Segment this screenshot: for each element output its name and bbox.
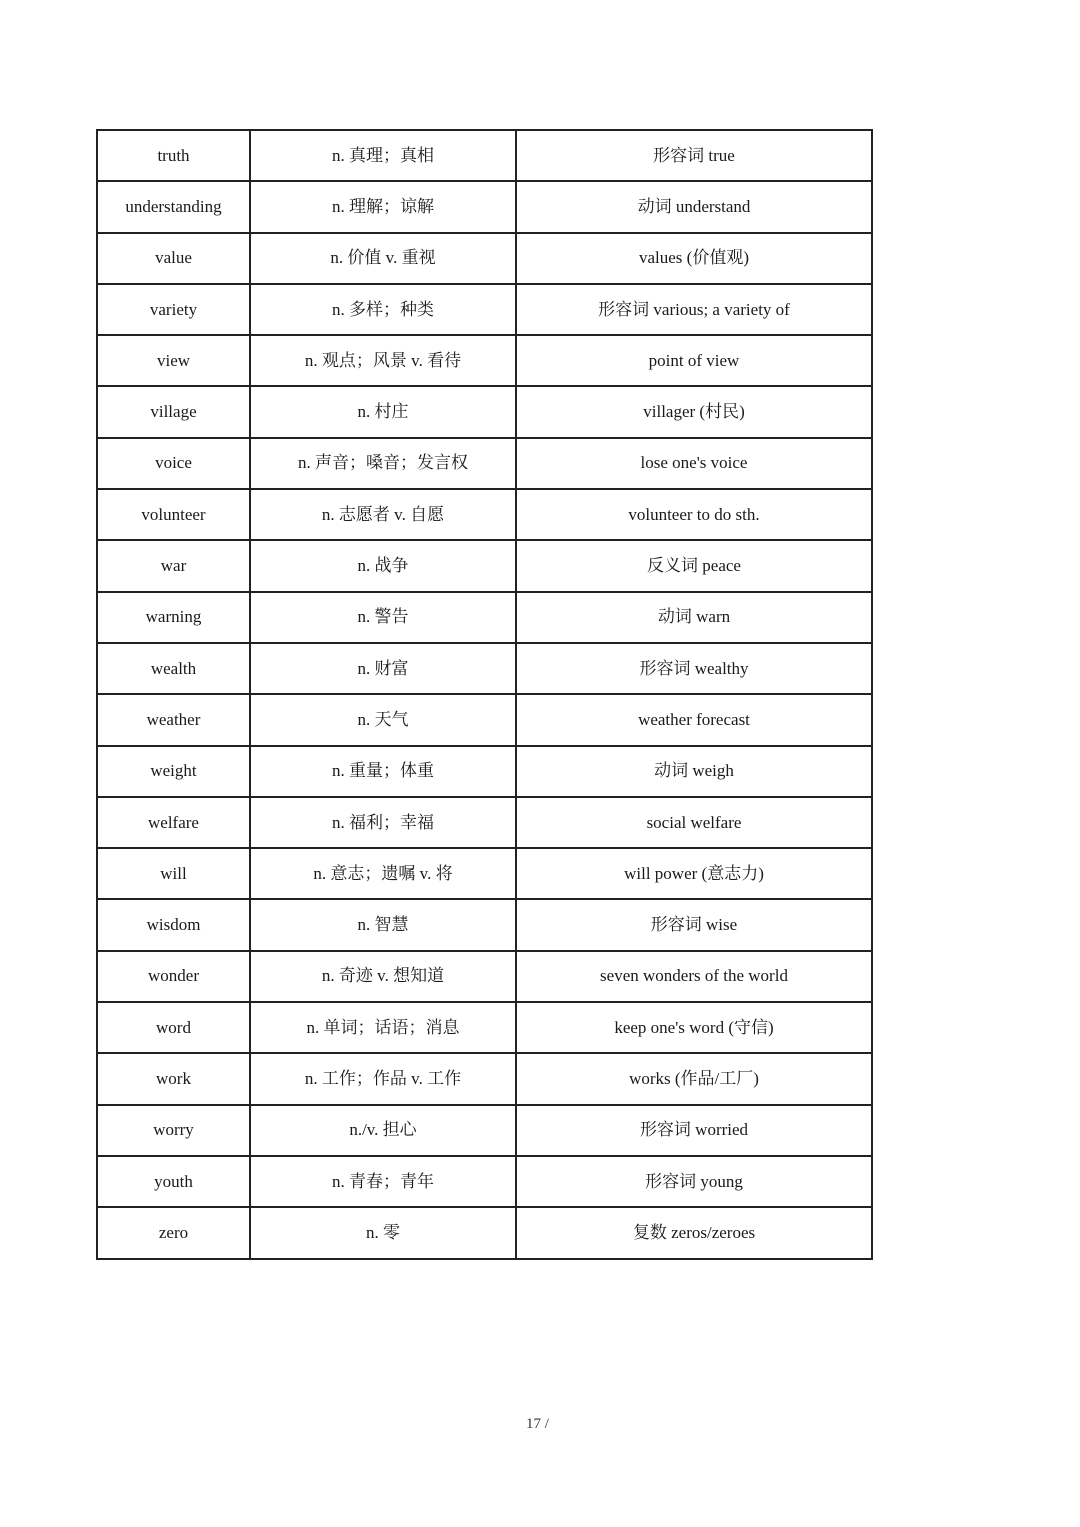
table-row (97, 284, 872, 335)
meaning-cell: n. 天气 (250, 694, 516, 745)
word-cell: wisdom (97, 899, 250, 950)
word-cell: will (97, 848, 250, 899)
word-cell: value (97, 233, 250, 284)
meaning-cell: n. 村庄 (250, 386, 516, 437)
note-cell: lose one's voice (516, 438, 872, 489)
meaning-cell: n. 警告 (250, 592, 516, 643)
meaning-cell: n. 重量；体重 (250, 746, 516, 797)
table-row (97, 899, 872, 950)
meaning-cell: n. 声音；嗓音；发言权 (250, 438, 516, 489)
word-cell: volunteer (97, 489, 250, 540)
meaning-cell: n. 多样；种类 (250, 284, 516, 335)
meaning-cell: n. 理解；谅解 (250, 181, 516, 232)
meaning-cell: n. 福利；幸福 (250, 797, 516, 848)
meaning-cell: n. 战争 (250, 540, 516, 591)
note-cell: 动词 understand (516, 181, 872, 232)
meaning-cell: n. 价值 v. 重视 (250, 233, 516, 284)
meaning-cell: n. 零 (250, 1207, 516, 1258)
table-row (97, 1053, 872, 1104)
table-row (97, 130, 872, 181)
word-cell: warning (97, 592, 250, 643)
word-cell: weather (97, 694, 250, 745)
note-cell: seven wonders of the world (516, 951, 872, 1002)
meaning-cell: n. 工作；作品 v. 工作 (250, 1053, 516, 1104)
note-cell: social welfare (516, 797, 872, 848)
table-row (97, 848, 872, 899)
word-cell: word (97, 1002, 250, 1053)
table-row (97, 1002, 872, 1053)
meaning-cell: n./v. 担心 (250, 1105, 516, 1156)
note-cell: villager (村民) (516, 386, 872, 437)
word-cell: understanding (97, 181, 250, 232)
note-cell: 动词 warn (516, 592, 872, 643)
word-cell: wonder (97, 951, 250, 1002)
word-cell: zero (97, 1207, 250, 1258)
table-row (97, 335, 872, 386)
note-cell: keep one's word (守信) (516, 1002, 872, 1053)
note-cell: 反义词 peace (516, 540, 872, 591)
page-number: 17 / (526, 1416, 549, 1432)
meaning-cell: n. 青春；青年 (250, 1156, 516, 1207)
table-row (97, 233, 872, 284)
meaning-cell: n. 奇迹 v. 想知道 (250, 951, 516, 1002)
meaning-cell: n. 真理；真相 (250, 130, 516, 181)
vocabulary-table-body (97, 130, 872, 1259)
vocabulary-table (96, 129, 873, 1260)
table-row (97, 438, 872, 489)
note-cell: will power (意志力) (516, 848, 872, 899)
note-cell: point of view (516, 335, 872, 386)
word-cell: welfare (97, 797, 250, 848)
word-cell: youth (97, 1156, 250, 1207)
word-cell: work (97, 1053, 250, 1104)
note-cell: values (价值观) (516, 233, 872, 284)
word-cell: wealth (97, 643, 250, 694)
word-cell: worry (97, 1105, 250, 1156)
table-row (97, 746, 872, 797)
note-cell: 形容词 wealthy (516, 643, 872, 694)
word-cell: variety (97, 284, 250, 335)
note-cell: 形容词 true (516, 130, 872, 181)
table-row (97, 951, 872, 1002)
word-cell: war (97, 540, 250, 591)
table-row (97, 489, 872, 540)
note-cell: 形容词 young (516, 1156, 872, 1207)
note-cell: 形容词 various; a variety of (516, 284, 872, 335)
table-row (97, 386, 872, 437)
meaning-cell: n. 意志；遗嘱 v. 将 (250, 848, 516, 899)
word-cell: weight (97, 746, 250, 797)
word-cell: view (97, 335, 250, 386)
table-row (97, 181, 872, 232)
table-row (97, 1105, 872, 1156)
meaning-cell: n. 财富 (250, 643, 516, 694)
table-row (97, 1207, 872, 1258)
word-cell: village (97, 386, 250, 437)
note-cell: 形容词 wise (516, 899, 872, 950)
note-cell: weather forecast (516, 694, 872, 745)
note-cell: volunteer to do sth. (516, 489, 872, 540)
table-row (97, 592, 872, 643)
table-row (97, 540, 872, 591)
table-row (97, 643, 872, 694)
meaning-cell: n. 志愿者 v. 自愿 (250, 489, 516, 540)
word-cell: truth (97, 130, 250, 181)
meaning-cell: n. 观点；风景 v. 看待 (250, 335, 516, 386)
table-row (97, 694, 872, 745)
note-cell: works (作品/工厂) (516, 1053, 872, 1104)
meaning-cell: n. 单词；话语；消息 (250, 1002, 516, 1053)
table-row (97, 797, 872, 848)
table-row (97, 1156, 872, 1207)
meaning-cell: n. 智慧 (250, 899, 516, 950)
note-cell: 形容词 worried (516, 1105, 872, 1156)
word-cell: voice (97, 438, 250, 489)
note-cell: 复数 zeros/zeroes (516, 1207, 872, 1258)
note-cell: 动词 weigh (516, 746, 872, 797)
